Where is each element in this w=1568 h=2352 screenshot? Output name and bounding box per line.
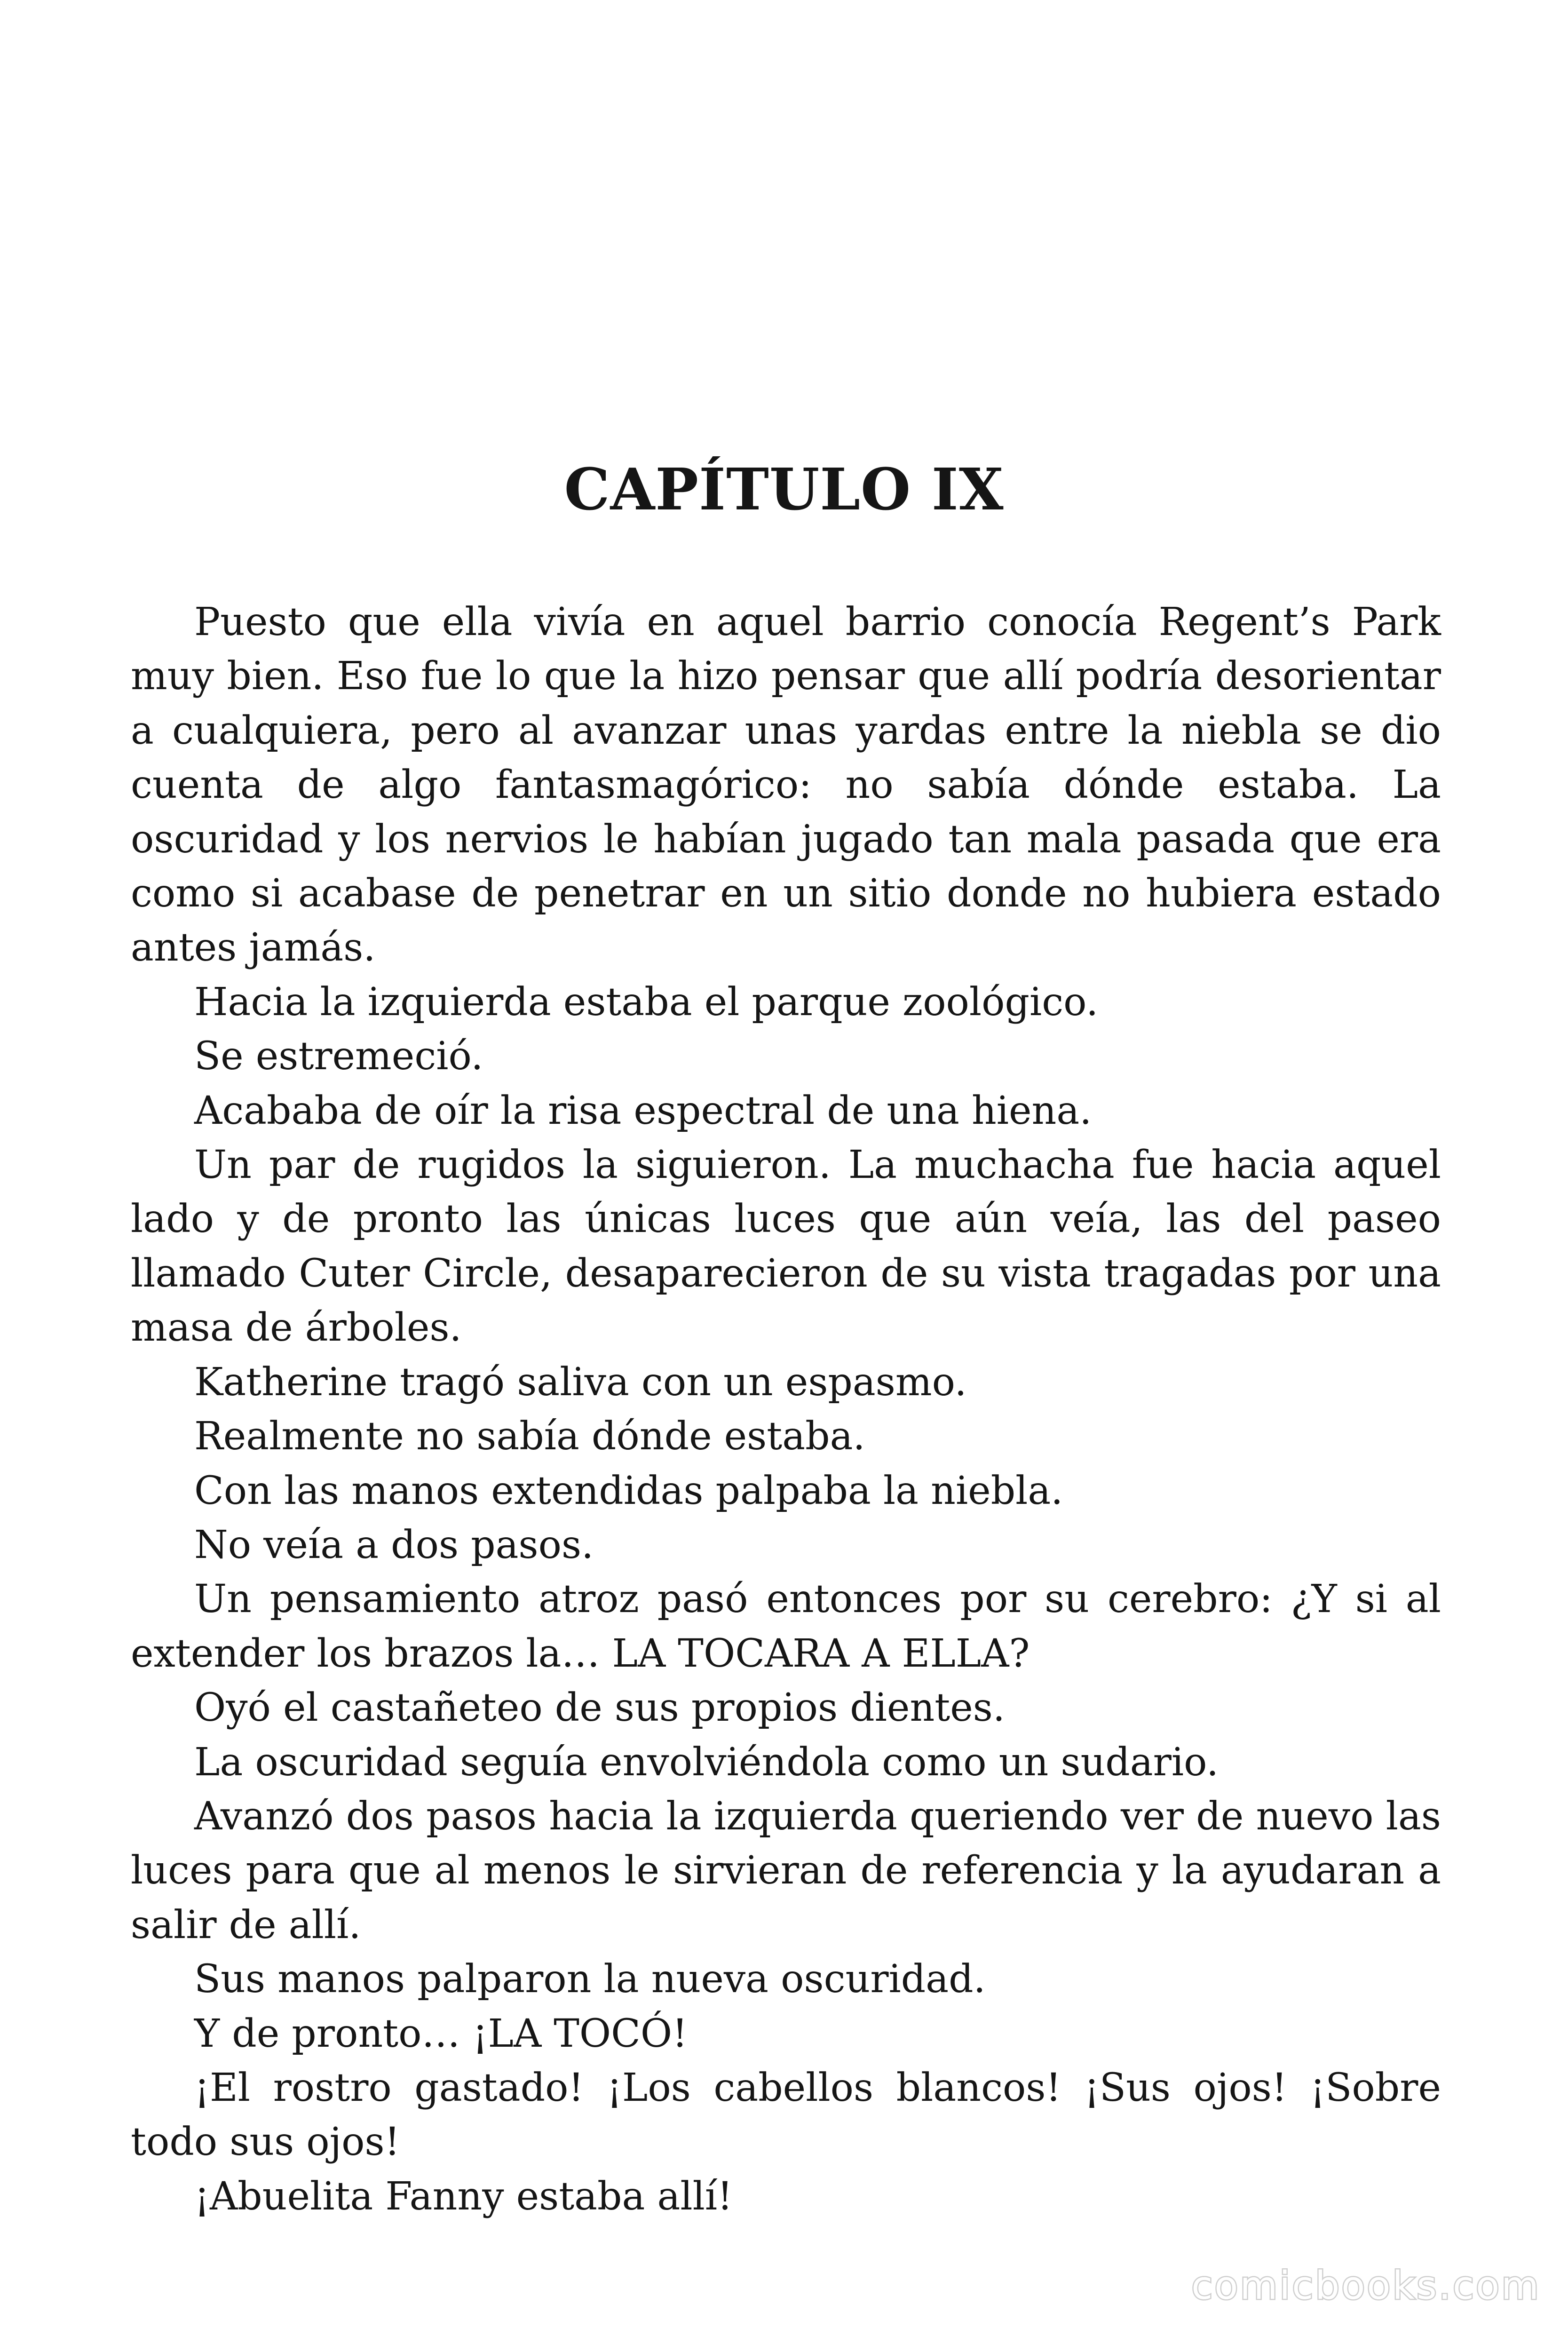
paragraph: Acababa de oír la risa espectral de una hiena.: [194, 1088, 1092, 1133]
paragraph: Con las manos extendidas palpaba la niebla.: [194, 1468, 1063, 1513]
paragraph: Se estremeció.: [194, 1034, 483, 1079]
paragraph: Oyó el castañeteo de sus propios dientes.: [194, 1685, 1005, 1731]
paragraph: ¡El rostro gastado! ¡Los cabellos blancos! ¡Sus ojos! ¡Sobre todo sus ojos!: [131, 2065, 1441, 2165]
watermark-logo: comicbooks.com: [1191, 2264, 1541, 2308]
paragraph: Puesto que ella vivía en aquel barrio conocía Regent’s Park muy bien. Eso fue lo que la hizo pensar que allí podría desorientar a cualquiera, pero al avanzar unas yardas entre la niebla se dio cuenta de algo fantasmagórico: no sabía dónde estaba. La oscuridad y los nervios le habían jugado tan mala pasada que era como si acabase de penetrar en un sitio donde no hubiera estado antes jamás.: [131, 600, 1441, 970]
body-text: [131, 595, 1441, 2224]
paragraph: Realmente no sabía dónde estaba.: [194, 1414, 865, 1459]
paragraph: Un pensamiento atroz pasó entonces por su cerebro: ¿Y si al extender los brazos la… LA TOCARA A ELLA?: [131, 1577, 1441, 1676]
paragraph: Avanzó dos pasos hacia la izquierda queriendo ver de nuevo las luces para que al menos le sirvieran de referencia y la ayudaran a salir de allí.: [131, 1794, 1441, 1947]
paragraph: No veía a dos pasos.: [194, 1522, 594, 1567]
paragraph: La oscuridad seguía envolviéndola como un sudario.: [194, 1740, 1219, 1785]
paragraph: ¡Abuelita Fanny estaba allí!: [194, 2174, 733, 2219]
paragraph: Katherine tragó saliva con un espasmo.: [194, 1359, 967, 1405]
paragraph: Sus manos palparon la nueva oscuridad.: [194, 1957, 986, 2002]
paragraph: Un par de rugidos la siguieron. La muchacha fue hacia aquel lado y de pronto las únicas luces que aún veía, las del paseo llamado Cuter Circle, desaparecieron de su vista tragadas por una masa de árboles.: [131, 1143, 1441, 1351]
chapter-title: CAPÍTULO IX: [564, 455, 1004, 523]
paragraph: Y de pronto… ¡LA TOCÓ!: [194, 2011, 688, 2056]
paragraph: Hacia la izquierda estaba el parque zoológico.: [194, 979, 1099, 1025]
